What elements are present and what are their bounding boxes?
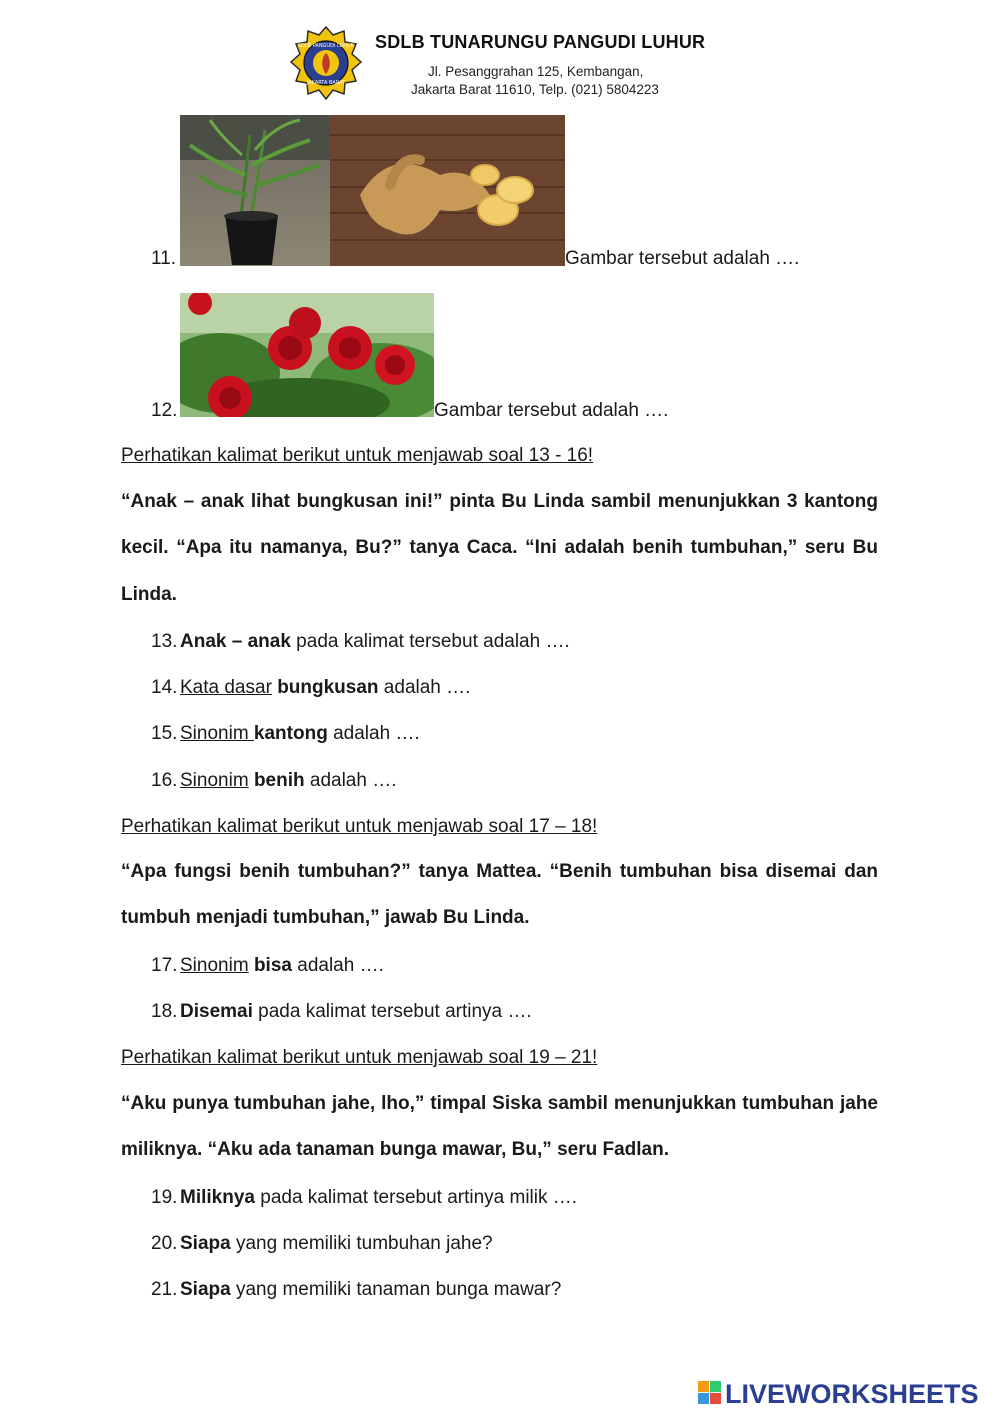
question-term: Kata dasar [180, 677, 272, 698]
question-term: Sinonim [180, 723, 254, 744]
question-12-text: Gambar tersebut adalah …. [434, 400, 669, 421]
question-text: adalah …. [304, 770, 397, 791]
question-11 [151, 248, 180, 270]
instruction-13-16: Perhatikan kalimat berikut untuk menjawab soal 13 - 16! [121, 445, 594, 466]
question-keyword: Disemai [180, 1001, 253, 1022]
question-18 [151, 1001, 532, 1023]
question-keyword: kantong [253, 723, 328, 744]
question-text: pada kalimat tersebut artinya …. [252, 1001, 532, 1022]
question-number: 18. [151, 1001, 178, 1022]
question-text: adalah …. [291, 955, 384, 976]
logo-bottom-text: JAKARTA BARAT [306, 80, 346, 86]
question-12 [151, 400, 180, 422]
question-keyword: bisa [253, 955, 292, 976]
question-number: 12. [151, 400, 178, 421]
question-keyword: benih [253, 770, 305, 791]
passage-1: “Anak – anak lihat bungkusan ini!” pinta Bu Linda sambil menunjukkan 3 kantong kecil. “Apa itu namanya, Bu?” tanya Caca. “Ini adalah benih tumbuhan,” seru Bu Linda. [121, 491, 878, 605]
instruction-17-18: Perhatikan kalimat berikut untuk menjawab soal 17 – 18! [121, 816, 598, 837]
question-number: 11. [151, 248, 177, 269]
question-keyword: Miliknya [180, 1187, 255, 1208]
question-number: 15. [151, 723, 178, 744]
question-number: 20. [151, 1233, 178, 1254]
question-keyword: Anak – anak [180, 631, 291, 652]
address-line-2: Jakarta Barat 11610, Telp. (021) 5804223 [411, 82, 659, 97]
question-text: pada kalimat tersebut adalah …. [290, 631, 570, 652]
question-17 [151, 955, 384, 977]
question-text: adalah …. [327, 723, 420, 744]
liveworksheets-wordmark: LIVEWORKSHEETS [725, 1379, 979, 1408]
logo-top-text: SDLB PANGUDI LUHUR [297, 43, 355, 49]
address-line-1: Jl. Pesanggrahan 125, Kembangan, [428, 64, 644, 79]
question-number: 21. [151, 1279, 178, 1300]
question-number: 19. [151, 1187, 178, 1208]
passage-2: “Apa fungsi benih tumbuhan?” tanya Mattea. “Benih tumbuhan bisa disemai dan tumbuh menjadi tumbuhan,” jawab Bu Linda. [121, 861, 878, 929]
question-text: yang memiliki tanaman bunga mawar? [230, 1279, 562, 1300]
ginger-plant-photo [180, 115, 330, 266]
question-13 [151, 631, 570, 653]
liveworksheets-logo[interactable] [697, 1378, 993, 1413]
question-term: Sinonim [180, 955, 249, 976]
question-term: Sinonim [180, 770, 249, 791]
passage-3: “Aku punya tumbuhan jahe, lho,” timpal Siska sambil menunjukkan tumbuhan jahe miliknya. “Aku ada tanaman bunga mawar, Bu,” seru Fadlan. [121, 1093, 878, 1161]
question-11-text: Gambar tersebut adalah …. [565, 248, 800, 269]
question-14 [151, 677, 470, 699]
question-number: 14. [151, 677, 178, 698]
question-keyword: bungkusan [277, 677, 379, 698]
instruction-19-21: Perhatikan kalimat berikut untuk menjawab soal 19 – 21! [121, 1047, 598, 1068]
question-number: 13. [151, 631, 178, 652]
school-name: SDLB TUNARUNGU PANGUDI LUHUR [375, 32, 706, 52]
question-number: 16. [151, 770, 178, 791]
question-keyword: Siapa [180, 1233, 231, 1254]
question-20 [151, 1233, 493, 1255]
ginger-root-photo [330, 115, 565, 266]
question-keyword: Siapa [180, 1279, 231, 1300]
question-21 [151, 1279, 561, 1301]
school-logo [287, 25, 365, 101]
question-number: 17. [151, 955, 178, 976]
question-19 [151, 1187, 577, 1209]
rose-photo [180, 293, 434, 417]
question-16 [151, 770, 397, 792]
question-text: pada kalimat tersebut artinya milik …. [254, 1187, 578, 1208]
question-text: adalah …. [378, 677, 471, 698]
question-15 [151, 723, 420, 745]
question-text: yang memiliki tumbuhan jahe? [230, 1233, 493, 1254]
